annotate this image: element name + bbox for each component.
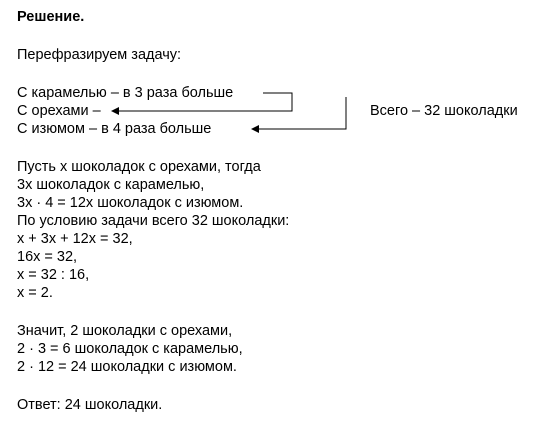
arrow-caramel-to-nuts <box>112 93 292 111</box>
total-label: Всего – 32 шоколадки <box>370 103 518 119</box>
conclusion-line: 2 · 12 = 24 шоколадки с изюмом. <box>17 359 237 375</box>
condition-nuts: С орехами – <box>17 103 101 119</box>
solution-line: 3х · 4 = 12х шоколадок с изюмом. <box>17 195 244 211</box>
equation-line: х = 32 : 16, <box>17 267 90 283</box>
solution-line: По условию задачи всего 32 шоколадки: <box>17 213 290 229</box>
conclusion-line: Значит, 2 шоколадки с орехами, <box>17 323 233 339</box>
solution-line: 3х шоколадок с карамелью, <box>17 177 205 193</box>
conclusion-line: 2 · 3 = 6 шоколадок с карамелью, <box>17 341 243 357</box>
solution-line: Пусть х шоколадок с орехами, тогда <box>17 159 261 175</box>
condition-raisins: С изюмом – в 4 раза больше <box>17 121 212 137</box>
answer-line: Ответ: 24 шоколадки. <box>17 397 163 413</box>
solution-title: Решение. <box>17 9 85 25</box>
arrow-total-to-raisins <box>252 97 346 129</box>
rephrase-heading: Перефразируем задачу: <box>17 47 182 63</box>
condition-caramel: С карамелью – в 3 раза больше <box>17 85 234 101</box>
equation-line: х + 3х + 12х = 32, <box>17 231 133 247</box>
equation-line: 16х = 32, <box>17 249 78 265</box>
equation-line: х = 2. <box>17 285 53 301</box>
